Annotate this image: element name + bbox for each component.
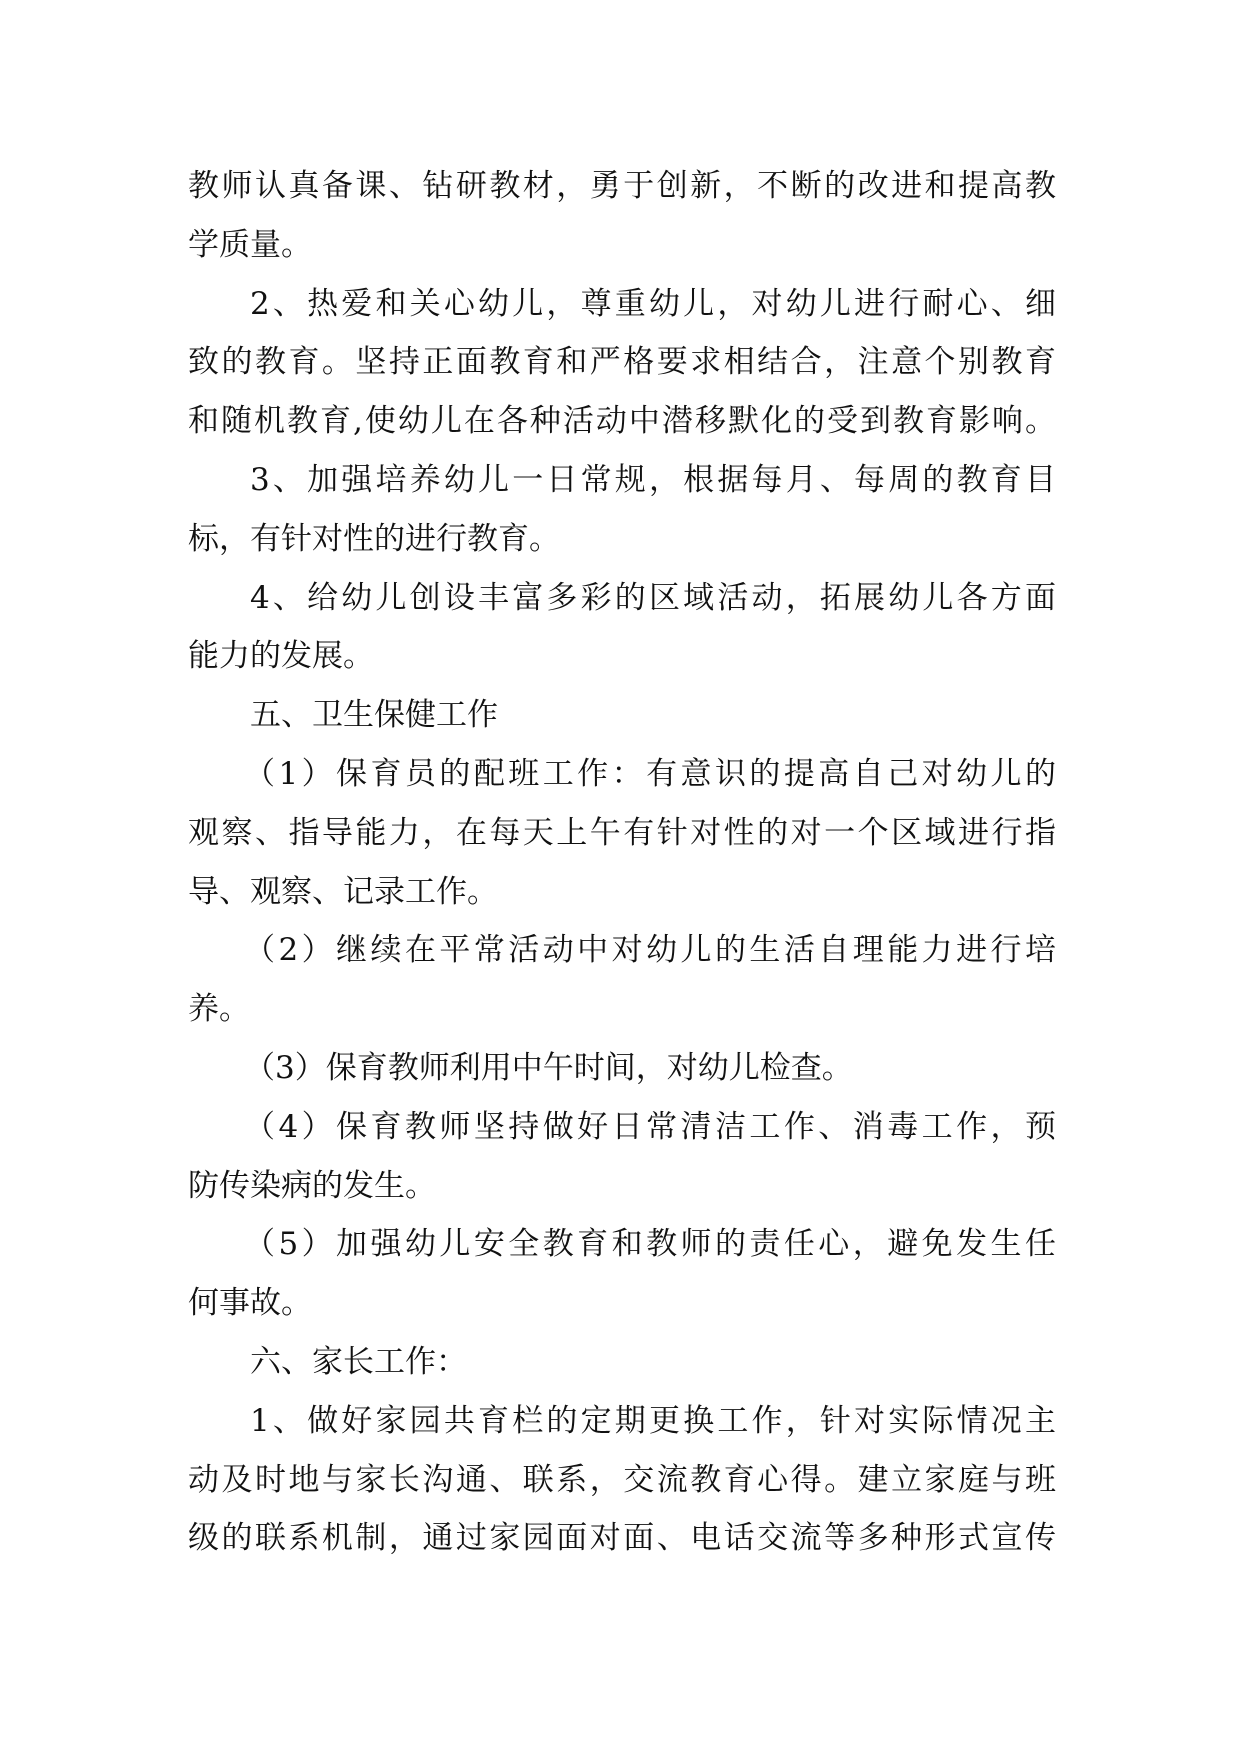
text-line: 致的教育。坚持正面教育和严格要求相结合，注意个别教育 [188, 344, 1056, 381]
document-body [188, 157, 1056, 1568]
text-line: 4、给幼儿创设丰富多彩的区域活动，拓展幼儿各方面 [250, 579, 1056, 616]
text-line: 2、热爱和关心幼儿，尊重幼儿，对幼儿进行耐心、细 [250, 285, 1056, 322]
text-line: 和随机教育,使幼儿在各种活动中潜移默化的受到教育影响。 [188, 403, 1056, 440]
text-line: 导、观察、记录工作。 [188, 873, 498, 910]
text-line: 标，有针对性的进行教育。 [188, 520, 560, 557]
text-line: 教师认真备课、钻研教材，勇于创新，不断的改进和提高教 [188, 168, 1056, 204]
text-line: （5）加强幼儿安全教育和教师的责任心，避免发生任 [244, 1226, 1056, 1263]
text-line: 级的联系机制，通过家园面对面、电话交流等多种形式宣传 [188, 1520, 1056, 1557]
text-line: 防传染病的发生。 [188, 1167, 436, 1204]
text-line: 1、做好家园共育栏的定期更换工作，针对实际情况主 [250, 1402, 1056, 1439]
text-line: 观察、指导能力，在每天上午有针对性的对一个区域进行指 [188, 814, 1056, 851]
text-line: 学质量。 [188, 226, 312, 263]
text-line: 能力的发展。 [188, 638, 374, 675]
text-line: （2）继续在平常活动中对幼儿的生活自理能力进行培 [244, 932, 1056, 969]
text-line: 何事故。 [188, 1285, 312, 1322]
section-heading: 六、家长工作： [250, 1343, 467, 1380]
text-line: （3）保育教师利用中午时间，对幼儿检查。 [244, 1049, 853, 1086]
text-line: 养。 [188, 991, 250, 1028]
text-line: （1）保育员的配班工作：有意识的提高自己对幼儿的 [244, 755, 1056, 792]
text-line: 3、加强培养幼儿一日常规，根据每月、每周的教育目 [250, 461, 1056, 498]
text-line: （4）保育教师坚持做好日常清洁工作、消毒工作，预 [244, 1108, 1056, 1145]
section-heading: 五、卫生保健工作 [250, 697, 498, 734]
text-line: 动及时地与家长沟通、联系，交流教育心得。建立家庭与班 [188, 1461, 1056, 1498]
